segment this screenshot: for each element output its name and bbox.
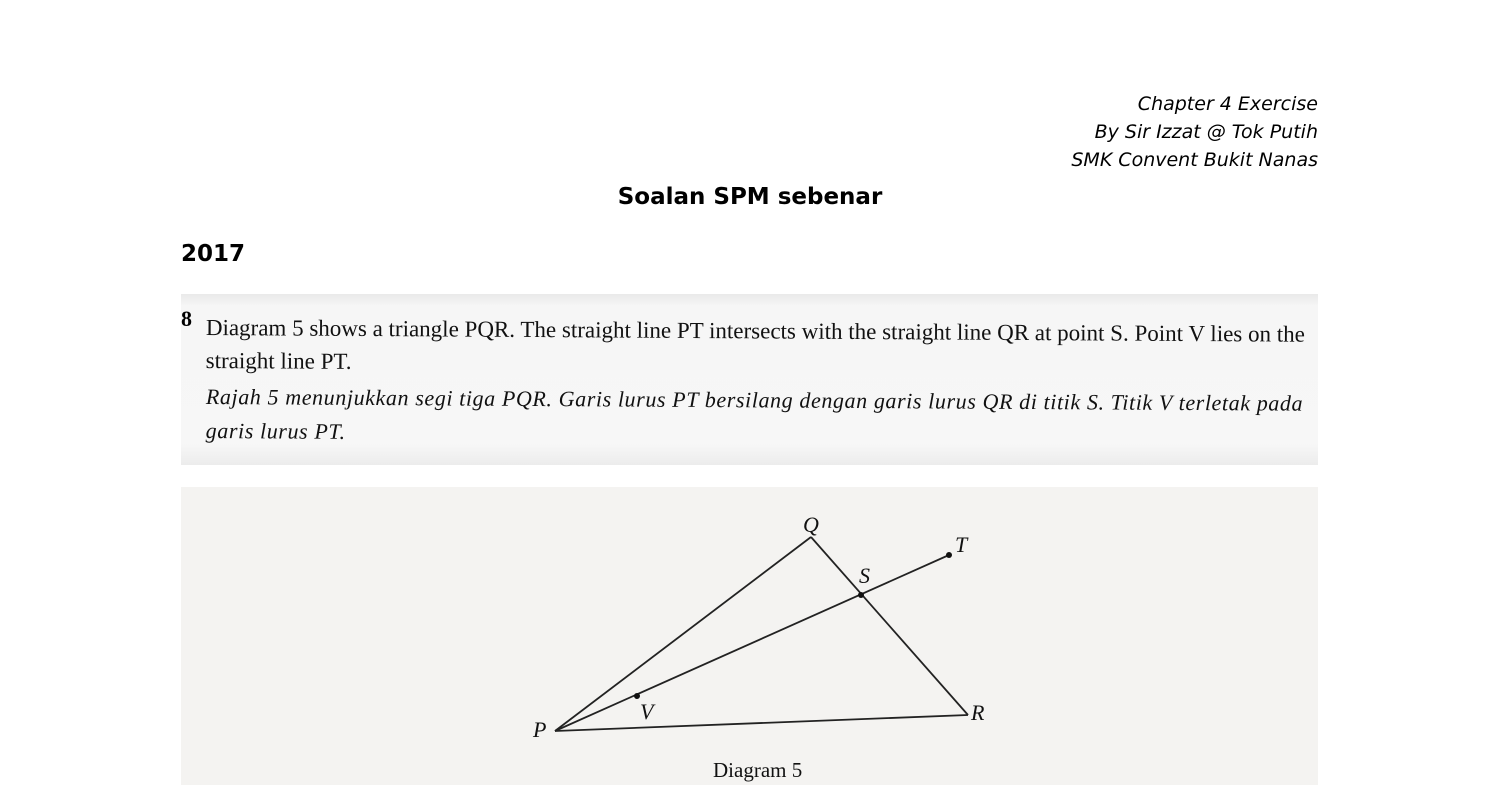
label-p: P bbox=[533, 717, 547, 742]
year-heading: 2017 bbox=[181, 241, 246, 267]
header-block bbox=[1071, 90, 1318, 174]
point-t-dot bbox=[946, 552, 952, 558]
page-title: Soalan SPM sebenar bbox=[617, 184, 883, 210]
triangle-diagram bbox=[181, 487, 1318, 785]
diagram-caption: Diagram 5 bbox=[713, 758, 803, 782]
line-qr bbox=[811, 537, 968, 715]
question-number: 8 bbox=[181, 306, 192, 331]
line-pr bbox=[555, 715, 968, 731]
label-t: T bbox=[955, 532, 968, 557]
question-scan bbox=[181, 294, 1318, 465]
question-malay: Rajah 5 menunjukkan segi tiga PQR. Garis lurus PT bersilang dengan garis lurus QR di titik S. Titik V terletak pada garis lurus PT. bbox=[205, 383, 1304, 444]
question-english: Diagram 5 shows a triangle PQR. The straight line PT intersects with the straight line QR at point S. Point V lies on the straight line PT. bbox=[205, 314, 1305, 374]
header-school: SMK Convent Bukit Nanas bbox=[1071, 149, 1318, 171]
point-s-dot bbox=[858, 592, 864, 598]
label-q: Q bbox=[803, 512, 819, 537]
label-v: V bbox=[640, 699, 654, 724]
label-r: R bbox=[971, 700, 985, 725]
header-chapter: Chapter 4 Exercise bbox=[1137, 93, 1318, 115]
diagram-scan bbox=[181, 487, 1318, 785]
label-s: S bbox=[859, 563, 870, 588]
header-author: By Sir Izzat @ Tok Putih bbox=[1094, 121, 1318, 143]
